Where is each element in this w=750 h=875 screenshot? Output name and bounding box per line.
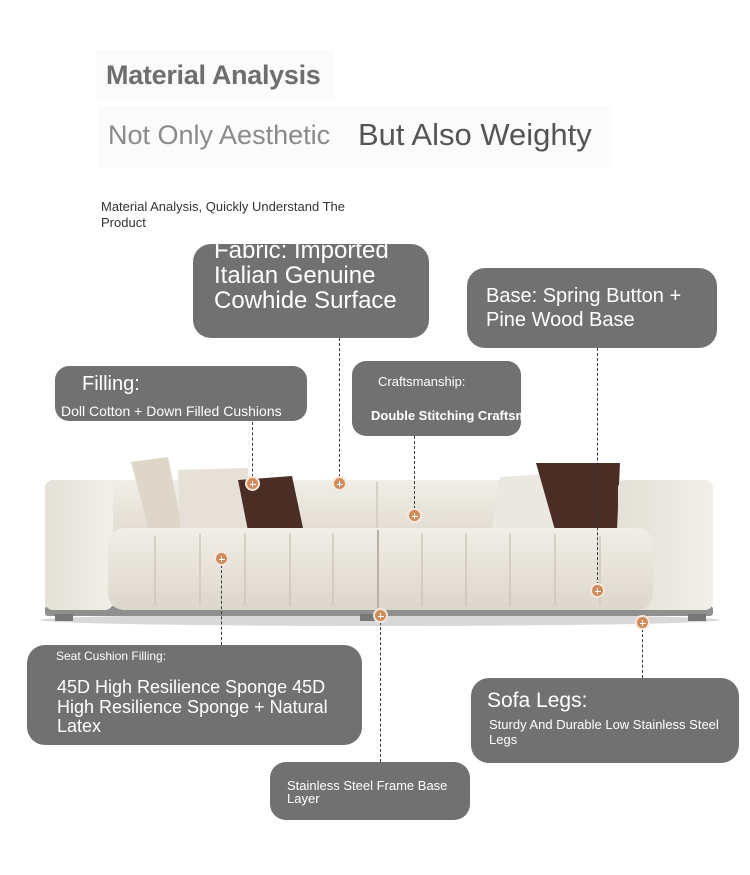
callout-filling-body: Doll Cotton + Down Filled Cushions xyxy=(61,403,282,419)
subtitle-right: But Also Weighty xyxy=(358,117,592,152)
callout-frame-body: Stainless Steel Frame Base Layer xyxy=(287,778,448,806)
sofa-leg xyxy=(55,614,73,621)
seat-cushion xyxy=(108,528,653,610)
callout-filling xyxy=(55,366,307,421)
leader-line xyxy=(642,629,643,678)
leader-line xyxy=(597,348,598,590)
callout-base xyxy=(467,268,717,348)
callout-legs-body: Sturdy And Durable Low Stainless Steel Legs xyxy=(489,717,719,747)
callout-fabric xyxy=(193,237,429,338)
callout-legs-heading: Sofa Legs: xyxy=(487,689,588,712)
intro-text: Material Analysis, Quickly Understand The Product xyxy=(101,199,345,230)
leader-line xyxy=(380,622,381,762)
pillow-cream-left xyxy=(178,468,252,530)
callout-fabric-text: Fabric: Imported Italian Genuine Cowhide Surface xyxy=(214,237,397,314)
hotspot-marker-legs[interactable] xyxy=(635,615,650,630)
hotspot-marker-filling[interactable] xyxy=(245,476,260,491)
callout-craftsmanship xyxy=(352,361,569,436)
hotspot-marker-seat[interactable] xyxy=(214,551,229,566)
pillow-beige-left xyxy=(131,457,182,534)
callout-craftsmanship-heading: Craftsmanship: xyxy=(378,374,466,389)
hotspot-marker-fabric[interactable] xyxy=(332,476,347,491)
pillow-brown-right xyxy=(536,463,620,530)
callout-seat-heading: Seat Cushion Filling: xyxy=(56,649,167,663)
armrest-left xyxy=(45,480,113,610)
callout-seat-cushion xyxy=(27,645,362,745)
hotspot-marker-base[interactable] xyxy=(590,583,605,598)
subtitle-left: Not Only Aesthetic xyxy=(108,120,331,150)
sofa-leg xyxy=(688,614,706,621)
callout-craftsmanship-body: Double Stitching Craftsmanship xyxy=(371,408,569,423)
backrest xyxy=(100,480,630,550)
hotspot-marker-frame[interactable] xyxy=(373,608,388,623)
leader-line xyxy=(252,422,253,482)
hotspot-marker-craftsmanship[interactable] xyxy=(407,508,422,523)
callout-sofa-legs xyxy=(471,678,739,763)
callout-base-text: Base: Spring Button + Pine Wood Base xyxy=(486,285,682,331)
leader-line xyxy=(414,436,415,514)
callout-frame xyxy=(270,762,470,820)
page-title: Material Analysis xyxy=(106,60,321,90)
pillow-cream-right xyxy=(492,473,559,532)
callout-filling-heading: Filling: xyxy=(82,373,140,395)
callout-seat-body: 45D High Resilience Sponge 45D High Resilience Sponge + Natural Latex xyxy=(57,677,328,736)
leader-line xyxy=(221,565,222,645)
armrest-right xyxy=(618,480,713,610)
leader-line xyxy=(339,338,340,482)
